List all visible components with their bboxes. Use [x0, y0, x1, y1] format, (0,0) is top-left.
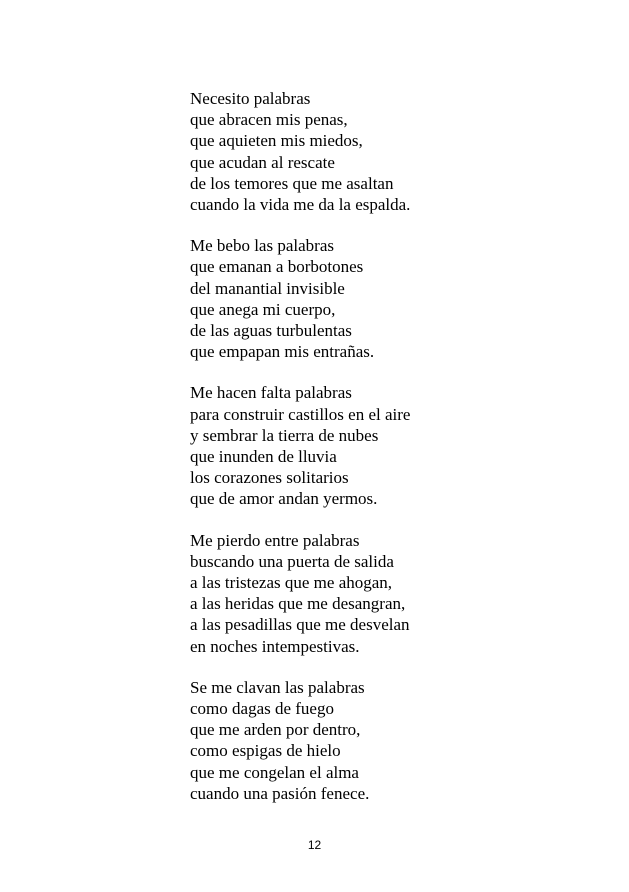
stanza-2: [190, 235, 610, 362]
stanza-5: [190, 677, 610, 804]
poem-line: a las tristezas que me ahogan,: [190, 573, 393, 593]
poem-line: para construir castillos en el aire: [190, 404, 411, 424]
poem-line: de los temores que me asaltan: [190, 173, 394, 193]
poem-line: Me pierdo entre palabras: [190, 530, 360, 550]
stanza-4: [190, 530, 610, 657]
poem-line: que me arden por dentro,: [190, 720, 361, 740]
poem-line: cuando la vida me da la espalda.: [190, 195, 411, 215]
poem-line: Necesito palabras: [190, 89, 311, 108]
poem-line: Se me clavan las palabras: [190, 677, 365, 697]
poem-line: que empapan mis entrañas.: [190, 342, 375, 362]
poem-line: que acudan al rescate: [190, 152, 335, 172]
poem-line: como dagas de fuego: [190, 699, 334, 719]
poem-line: a las pesadillas que me desvelan: [190, 615, 410, 635]
poem-line: a las heridas que me desangran,: [190, 594, 406, 614]
poem-line: Me hacen falta palabras: [190, 383, 352, 403]
poem-line: Me bebo las palabras: [190, 236, 334, 256]
poem-line: que anega mi cuerpo,: [190, 299, 336, 319]
poem-line: que abracen mis penas,: [190, 110, 348, 130]
poem-line: que me congelan el alma: [190, 762, 359, 782]
poem-line: que inunden de lluvia: [190, 447, 337, 467]
poem-line: y sembrar la tierra de nubes: [190, 425, 379, 445]
poem-line: de las aguas turbulentas: [190, 321, 352, 341]
poem-line: que aquieten mis miedos,: [190, 131, 363, 151]
page-number: 12: [307, 838, 322, 852]
stanza-1: [190, 88, 610, 215]
poem-line: del manantial invisible: [190, 278, 345, 298]
poem-line: que de amor andan yermos.: [190, 489, 378, 509]
poem-line: los corazones solitarios: [190, 468, 349, 488]
poem-line: que emanan a borbotones: [190, 257, 364, 277]
poem-line: buscando una puerta de salida: [190, 551, 394, 571]
stanza-3: [190, 382, 610, 509]
poem-line: en noches intempestivas.: [190, 636, 360, 656]
poem: [190, 88, 610, 804]
poem-line: cuando una pasión fenece.: [190, 783, 370, 803]
poem-line: como espigas de hielo: [190, 741, 341, 761]
